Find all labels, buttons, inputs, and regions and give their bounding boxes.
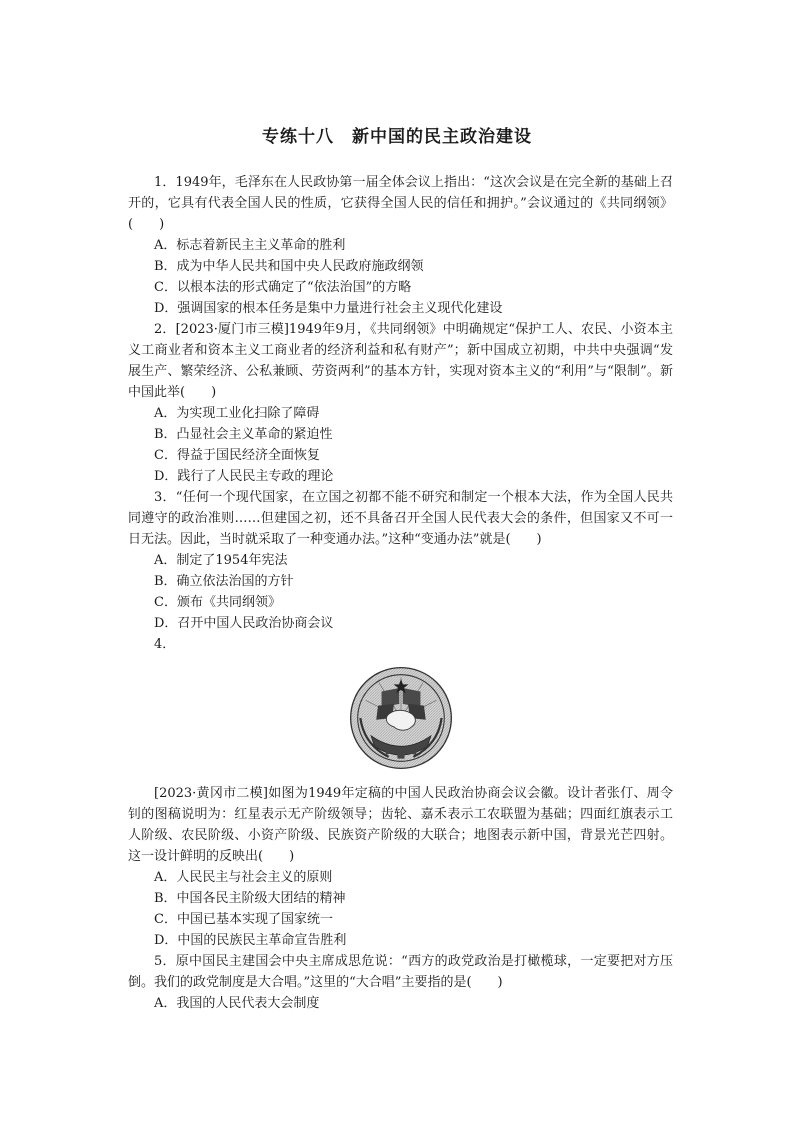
option-c: C．中国已基本实现了国家统一 (154, 912, 333, 927)
option-d: D．召开中国人民政治协商会议 (154, 616, 334, 631)
option-c: C．以根本法的形式确定了“依法治国”的方略 (154, 280, 412, 295)
option-c: C．颁布《共同纲领》 (154, 595, 281, 610)
question-stem: 2．[2023·厦门市三模]1949年9月，《共同纲领》中明确规定“保护工人、农民、小资本主义工商业者和资本主义工商业者的经济利益和私有财产”；新中国成立初期，中共中央强调“发展生产、繁荣经济、公私兼顾、劳资两利”的基本方针，实现对资本主义的“利用”与“限制”。新中国此举( ) (128, 322, 673, 400)
option-d: D．中国的民族民主革命宣告胜利 (154, 933, 347, 948)
question-number: 4． (154, 637, 176, 652)
question-stem: [2023·黄冈市二模]如图为1949年定稿的中国人民政治协商会议会徽。设计者张仃、周令钊的图稿说明为：红星表示无产阶级领导；齿轮、嘉禾表示工农联盟为基础；四面红旗表示工人阶级、农民阶级、小资产阶级、民族资产阶级的大联合；地图表示新中国，背景光芒四射。这一设计鲜明的反映出( ) (128, 786, 673, 864)
option-b: B．确立依法治国的方针 (154, 574, 294, 589)
question-stem: 1．1949年，毛泽东在人民政协第一届全体会议上指出：“这次会议是在完全新的基础上召开的，它具有代表全国人民的性质，它获得全国人民的信任和拥护。”会议通过的《共同纲领》( ) (128, 175, 673, 232)
content (128, 172, 673, 1014)
question-3 (128, 487, 673, 634)
option-a: A．为实现工业化扫除了障碍 (154, 406, 320, 421)
option-d: D．践行了人民民主专政的理论 (154, 469, 334, 484)
option-a: A．人民民主与社会主义的原则 (154, 870, 333, 885)
option-b: B．成为中华人民共和国中央人民政府施政纲领 (154, 259, 424, 274)
question-1 (128, 172, 673, 319)
cppcc-emblem-icon (348, 665, 454, 771)
option-b: B．中国各民主阶级大团结的精神 (154, 891, 346, 906)
question-4 (128, 634, 673, 951)
option-a: A．我国的人民代表大会制度 (154, 996, 320, 1011)
option-d: D．强调国家的根本任务是集中力量进行社会主义现代化建设 (154, 301, 503, 316)
question-stem: 3．“任何一个现代国家，在立国之初都不能不研究和制定一个根本大法，作为全国人民共同遵守的政治准则……但建国之初，还不具备召开全国人民代表大会的条件，但国家又不可一日无法。因此，当时就采取了一种变通办法。”这种“变通办法”就是( ) (128, 490, 673, 547)
question-stem: 5．原中国民主建国会中央主席成思危说：“西方的政党政治是打橄榄球，一定要把对方压倒。我们的政党制度是大合唱。”这里的“大合唱”主要指的是( ) (128, 954, 673, 990)
option-a: A．标志着新民主主义革命的胜利 (154, 238, 346, 253)
question-2 (128, 319, 673, 487)
page-title: 专练十八 新中国的民主政治建设 (262, 127, 532, 147)
question-5 (128, 951, 673, 1014)
option-c: C．得益于国民经济全面恢复 (154, 448, 320, 463)
emblem-figure (128, 665, 673, 771)
option-a: A．制定了1954年宪法 (154, 553, 288, 568)
option-b: B．凸显社会主义革命的紧迫性 (154, 427, 333, 442)
